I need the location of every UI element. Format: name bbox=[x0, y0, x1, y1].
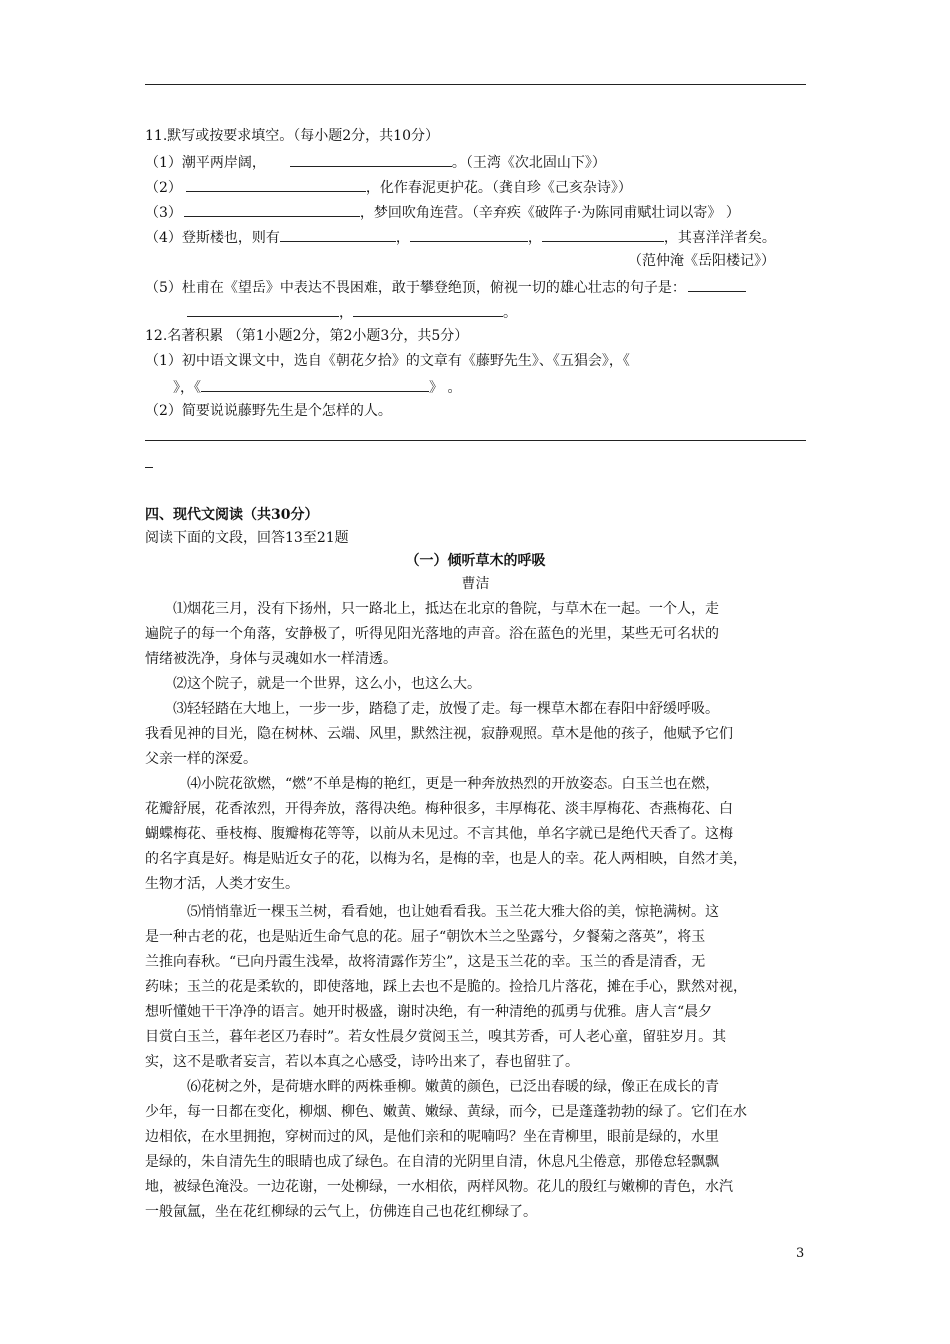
article-line: ⑹花树之外，是荷塘水畔的两株垂柳。嫩黄的颜色，已泛出春暖的绿，像正在成长的青 bbox=[187, 1079, 719, 1095]
q12-item-1-cont bbox=[173, 376, 461, 398]
q11-item-3 bbox=[145, 201, 740, 223]
q11-item-5-text: （5）杜甫在《望岳》中表达不畏困难，敢于攀登绝顶，俯视一切的雄心壮志的句子是： bbox=[145, 280, 686, 296]
q11-item-3-prefix: （3） bbox=[145, 205, 182, 221]
section-heading: 四、现代文阅读（共30分） bbox=[145, 507, 319, 523]
section-instruction: 阅读下面的文段，回答13至21题 bbox=[145, 530, 349, 546]
article-line: ⑵这个院子，就是一个世界，这么小，也这么大。 bbox=[173, 676, 481, 692]
article-line: 实，这不是歌者妄言，若以本真之心感受，诗吟出来了，春也留驻了。 bbox=[145, 1054, 579, 1070]
answer-line-tail bbox=[145, 467, 153, 468]
q12-item-1-end: 》 。 bbox=[429, 380, 462, 396]
q12-item-1: （1）初中语文课文中，选自《朝花夕拾》的文章有《藤野先生》、《五猖会》，《 bbox=[145, 353, 630, 369]
q12-item-2: （2）简要说说藤野先生是个怎样的人。 bbox=[145, 403, 392, 419]
q11-item-4-sep: ， bbox=[395, 230, 410, 246]
answer-blank[interactable] bbox=[186, 176, 366, 192]
q11-item-4-suffix: ，其喜洋洋者矣。 bbox=[663, 230, 776, 246]
q11-item-5-end: 。 bbox=[503, 305, 517, 321]
article-line: 一般氤氲，坐在花红柳绿的云气上，仿佛连自己也花红柳绿了。 bbox=[145, 1204, 537, 1220]
answer-line[interactable] bbox=[145, 440, 806, 441]
q11-item-1 bbox=[145, 151, 606, 173]
q11-item-4 bbox=[145, 226, 776, 248]
article-line: 兰推向春秋。“已向丹霞生浅晕，故将清露作芳尘”，这是玉兰花的幸。玉兰的香是清香，无 bbox=[145, 954, 706, 970]
q11-item-2 bbox=[145, 176, 632, 198]
page-number: 3 bbox=[796, 1246, 805, 1261]
q11-item-4-source: （范仲淹《岳阳楼记》） bbox=[628, 253, 775, 269]
article-line: ⑸悄悄靠近一棵玉兰树，看看她，也让她看看我。玉兰花大雅大俗的美，惊艳满树。这 bbox=[187, 904, 719, 920]
answer-blank[interactable] bbox=[280, 226, 396, 242]
q11-item-5-answer bbox=[187, 301, 517, 323]
article-line: 情绪被洗净，身体与灵魂如水一样清透。 bbox=[145, 651, 397, 667]
q12-item-1-sep: 》，《 bbox=[173, 380, 201, 396]
article-line: 花瓣舒展，花香浓烈，开得奔放，落得决绝。梅种很多，丰厚梅花、淡丰厚梅花、杏燕梅花、白 bbox=[145, 801, 733, 817]
q11-item-2-prefix: （2） bbox=[145, 180, 182, 196]
answer-blank[interactable] bbox=[290, 151, 452, 167]
article-line: 少年，每一日都在变化，柳烟、柳色、嫩黄、嫩绿、黄绿，而今，已是蓬蓬勃勃的绿了。它们在水 bbox=[145, 1104, 747, 1120]
article-line: 想听懂她干干净净的语言。她开时极盛，谢时决绝，有一种清绝的孤勇与优雅。唐人言“晨夕 bbox=[145, 1004, 713, 1020]
article-line: 生物才活，人类才安生。 bbox=[145, 876, 299, 892]
answer-blank[interactable] bbox=[542, 226, 664, 242]
answer-blank[interactable] bbox=[688, 276, 746, 292]
answer-blank[interactable] bbox=[184, 201, 360, 217]
answer-blank[interactable] bbox=[201, 376, 429, 392]
article-line: 是绿的，朱自清先生的眼睛也成了绿色。在自清的光阴里自清，休息凡尘倦意，那倦怠轻飘飘 bbox=[145, 1154, 719, 1170]
article-line: 我看见神的目光，隐在树林、云端、风里，默然注视，寂静观照。草木是他的孩子，他赋予它们 bbox=[145, 726, 733, 742]
q11-title: 11.默写或按要求填空。（每小题2分，共10分） bbox=[145, 128, 439, 144]
q11-item-4-prefix: （4）登斯楼也，则有 bbox=[145, 230, 280, 246]
article-line: 药味；玉兰的花是柔软的，即使落地，踩上去也不是脆的。捡拾几片落花，摊在手心，默然对视， bbox=[145, 979, 747, 995]
answer-blank[interactable] bbox=[187, 301, 339, 317]
q12-title: 12.名著积累 （第1小题2分，第2小题3分，共5分） bbox=[145, 328, 469, 344]
q11-item-3-suffix: ，梦回吹角连营。（辛弃疾《破阵子·为陈同甫赋壮词以寄》 ） bbox=[359, 205, 740, 221]
article-line: ⑴烟花三月，没有下扬州，只一路北上，抵达在北京的鲁院，与草木在一起。一个人，走 bbox=[173, 601, 719, 617]
article-line: 是一种古老的花，也是贴近生命气息的花。屈子“朝饮木兰之坠露兮，夕餐菊之落英”，将玉 bbox=[145, 929, 706, 945]
article-line: 蝴蝶梅花、垂枝梅、腹瓣梅花等等，以前从未见过。不言其他，单名字就已是绝代天香了。这梅 bbox=[145, 826, 733, 842]
q11-item-1-suffix: 。（王湾《次北固山下》） bbox=[451, 155, 606, 171]
answer-blank[interactable] bbox=[353, 301, 503, 317]
header-rule bbox=[145, 84, 806, 85]
q11-item-2-suffix: ，化作春泥更护花。（龚自珍《己亥杂诗》） bbox=[365, 180, 632, 196]
article-line: ⑷小院花欲燃，“燃”不单是梅的艳红，更是一种奔放热烈的开放姿态。白玉兰也在燃， bbox=[187, 776, 720, 792]
article-line: 目赏白玉兰，暮年老区乃春时”。若女性晨夕赏阅玉兰，嗅其芳香，可人老心童，留驻岁月。其 bbox=[145, 1029, 727, 1045]
q11-item-1-prefix: （1）潮平两岸阔， bbox=[145, 155, 266, 171]
q11-item-5 bbox=[145, 276, 746, 298]
q11-item-4-sep: ， bbox=[527, 230, 542, 246]
q11-item-5-sep: ， bbox=[339, 305, 353, 321]
article-line: 父亲一样的深爱。 bbox=[145, 751, 257, 767]
article-line: 地，被绿色淹没。一边花谢，一处柳绿，一水相依，两样风物。花儿的殷红与嫩柳的青色，水汽 bbox=[145, 1179, 733, 1195]
article-title: （一）倾听草木的呼吸 bbox=[405, 553, 546, 569]
article-author: 曹洁 bbox=[461, 576, 490, 592]
answer-blank[interactable] bbox=[410, 226, 528, 242]
article-line: 边相依，在水里拥抱，穿树而过的风，是他们亲和的呢喃吗？坐在青柳里，眼前是绿的，水里 bbox=[145, 1129, 719, 1145]
article-line: 遍院子的每一个角落，安静极了，听得见阳光落地的声音。浴在蓝色的光里，某些无可名状的 bbox=[145, 626, 719, 642]
article-line: ⑶轻轻踏在大地上，一步一步，踏稳了走，放慢了走。每一棵草木都在春阳中舒缓呼吸。 bbox=[173, 701, 719, 717]
article-line: 的名字真是好。梅是贴近女子的花，以梅为名，是梅的幸，也是人的幸。花人两相映，自然才美， bbox=[145, 851, 747, 867]
